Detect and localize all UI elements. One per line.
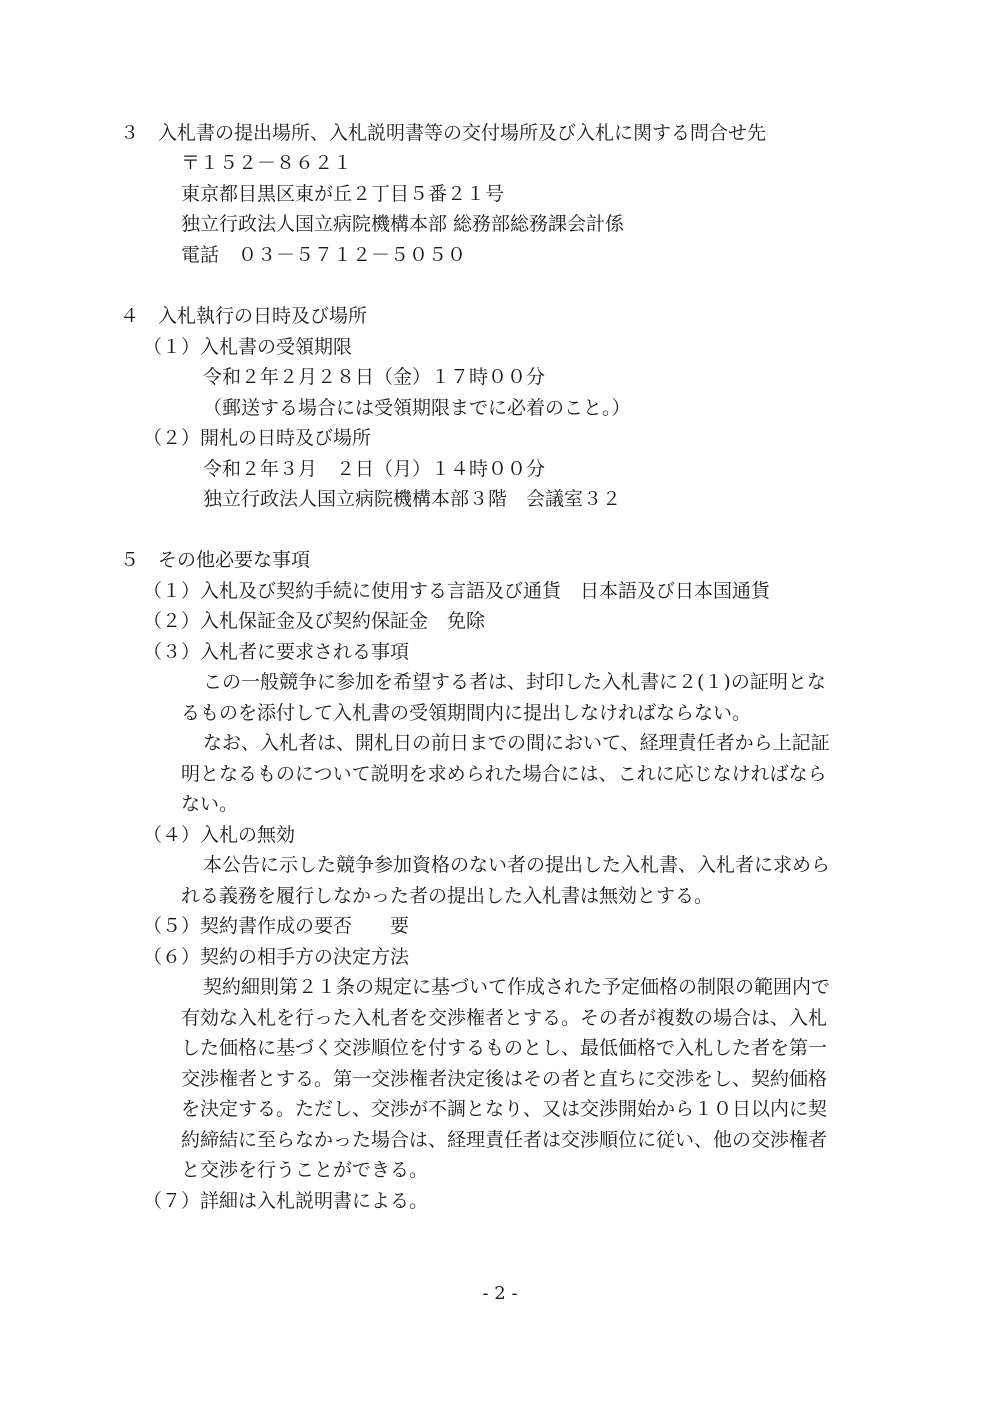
item-5-3-title: （３）入札者に要求される事項	[143, 641, 410, 663]
page-number: - 2 -	[482, 1283, 518, 1304]
item-5-5: （５）契約書作成の要否 要	[143, 915, 410, 937]
phone-number: 電話 ０３－５７１２－５０５０	[181, 244, 467, 266]
address: 東京都目黒区東が丘２丁目５番２１号	[181, 183, 505, 205]
item-4-1-title: （１）入札書の受領期限	[143, 336, 353, 358]
section-3-heading: ３ 入札書の提出場所、入札説明書等の交付場所及び入札に関する問合せ先	[120, 122, 767, 144]
item-5-7: （７）詳細は入札説明書による。	[143, 1190, 429, 1212]
opening-place: 独立行政法人国立病院機構本部３階 会議室３２	[203, 488, 622, 510]
item-5-6-line: した価格に基づく交渉順位を付するものとし、最低価格で入札した者を第一	[181, 1037, 828, 1059]
item-5-6-line: 交渉権者とする。第一交渉権者決定後はその者と直ちに交渉をし、契約価格	[181, 1068, 828, 1090]
bid-deadline: 令和２年２月２８日（金）１７時００分	[203, 366, 546, 388]
item-5-6-line: 契約細則第２１条の規定に基づいて作成された予定価格の制限の範囲内で	[203, 976, 831, 998]
postal-code: 〒１５２－８６２１	[181, 152, 353, 174]
item-5-4-title: （４）入札の無効	[143, 824, 296, 846]
item-4-2-title: （２）開札の日時及び場所	[143, 427, 372, 449]
item-5-6-line: を決定する。ただし、交渉が不調となり、又は交渉開始から１０日以内に契	[181, 1098, 828, 1120]
section-4-heading: ４ 入札執行の日時及び場所	[120, 305, 368, 327]
item-5-3-line: この一般競争に参加を希望する者は、封印した入札書に２(１)の証明とな	[203, 671, 826, 693]
item-5-6-line: 約締結に至らなかった場合は、経理責任者は交渉順位に従い、他の交渉権者	[181, 1129, 828, 1151]
item-5-3-line: るものを添付して入札書の受領期間内に提出しなければならない。	[181, 702, 752, 724]
opening-date: 令和２年３月 ２日（月）１４時００分	[203, 458, 546, 480]
item-5-2: （２）入札保証金及び契約保証金 免除	[143, 610, 486, 632]
item-5-4-line: れる義務を履行しなかった者の提出した入札書は無効とする。	[181, 885, 714, 907]
item-5-6-line: 有効な入札を行った入札者を交渉権者とする。その者が複数の場合は、入札	[181, 1007, 828, 1029]
section-5-heading: ５ その他必要な事項	[120, 549, 311, 571]
item-5-6-line: と交渉を行うことができる。	[181, 1159, 429, 1181]
item-5-1: （１）入札及び契約手続に使用する言語及び通貨 日本語及び日本国通貨	[143, 580, 771, 602]
mail-note: （郵送する場合には受領期限までに必着のこと。）	[203, 397, 631, 419]
item-5-3-line: ない。	[181, 793, 239, 815]
item-5-3-line: 明となるものについて説明を求められた場合には、これに応じなければなら	[181, 763, 827, 785]
item-5-4-line: 本公告に示した競争参加資格のない者の提出した入札書、入札者に求めら	[203, 854, 831, 876]
organization: 独立行政法人国立病院機構本部 総務部総務課会計係	[181, 213, 625, 235]
item-5-6-title: （６）契約の相手方の決定方法	[143, 946, 410, 968]
item-5-3-line: なお、入札者は、開札日の前日までの間において、経理責任者から上記証	[203, 732, 830, 754]
